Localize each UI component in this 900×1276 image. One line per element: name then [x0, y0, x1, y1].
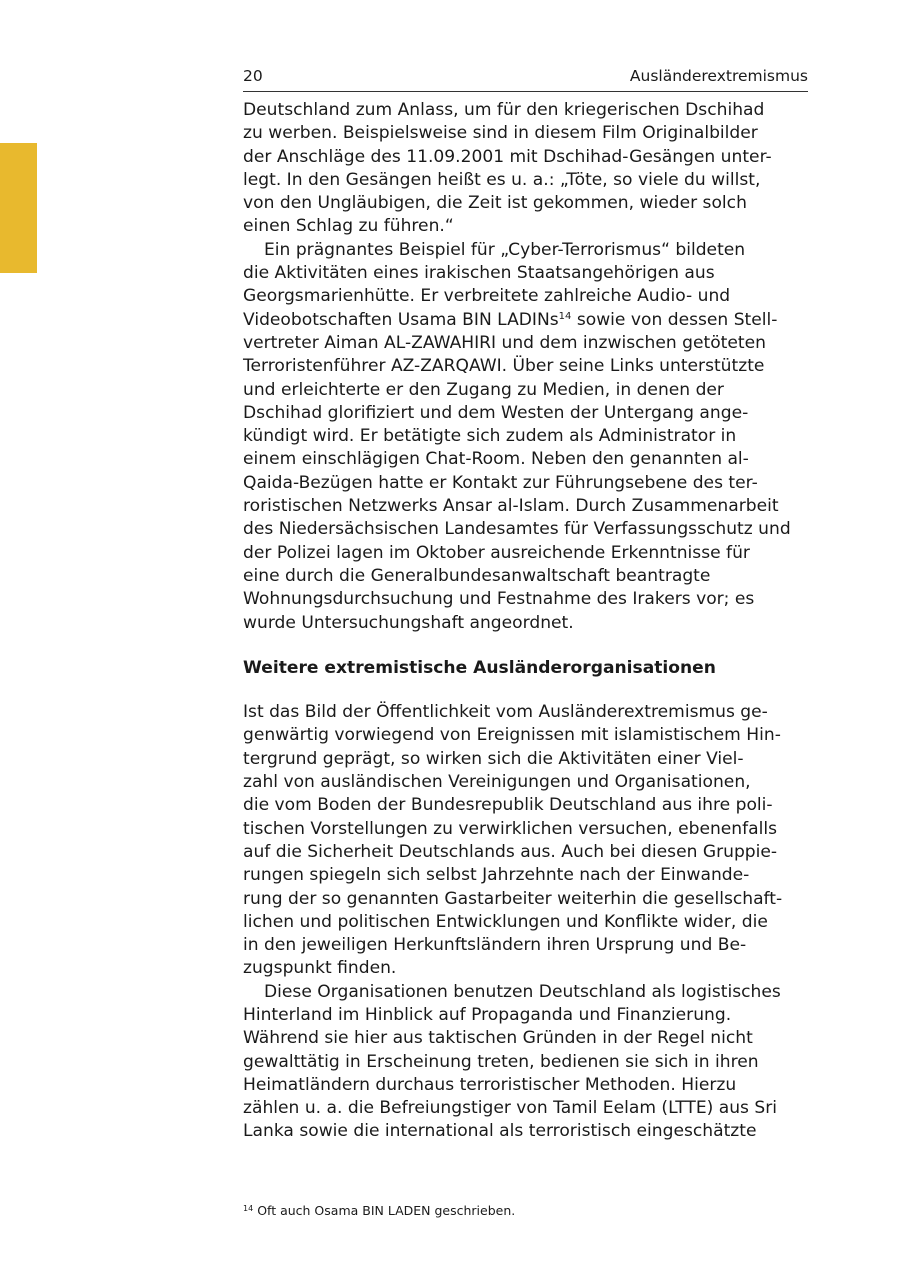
text-line: vertreter Aiman AL-ZAWAHIRI und dem inzwischen getöteten [243, 332, 766, 353]
text-line: Wohnungsdurchsuchung und Festnahme des Irakers vor; es [243, 589, 755, 610]
text-segment: Videobotschaften Usama BIN LADINs [243, 309, 559, 330]
paragraph-4 [243, 981, 811, 1144]
text-line: rungen spiegeln sich selbst Jahrzehnte nach der Einwande- [243, 865, 750, 886]
text-line: Lanka sowie die international als terroristisch eingeschätzte [243, 1121, 757, 1142]
text-line: von den Ungläubigen, die Zeit ist gekommen, wieder solch [243, 193, 747, 214]
text-line: Heimatländern durchaus terroristischer Methoden. Hierzu [243, 1074, 737, 1095]
footnote-text: Oft auch Osama BIN LADEN geschrieben. [257, 1203, 516, 1218]
page-header [243, 67, 808, 92]
text-line: der Anschläge des 11.09.2001 mit Dschihad-Gesängen unter- [243, 146, 772, 167]
text-line: des Niedersächsischen Landesamtes für Verfassungsschutz und [243, 519, 791, 540]
text-segment: sowie von dessen Stell- [571, 309, 778, 330]
paragraph-2 [243, 239, 811, 635]
text-line: zahl von ausländischen Vereinigungen und Organisationen, [243, 772, 751, 793]
text-line: einen Schlag zu führen.“ [243, 216, 454, 237]
text-line: auf die Sicherheit Deutschlands aus. Auch bei diesen Gruppie- [243, 841, 778, 862]
text-line: Georgsmarienhütte. Er verbreitete zahlreiche Audio- und [243, 286, 731, 307]
text-line: Ist das Bild der Öffentlichkeit vom Ausländerextremismus ge- [243, 702, 768, 723]
text-line: Dschihad glorifiziert und dem Westen der Untergang ange- [243, 402, 749, 423]
text-line: roristischen Netzwerks Ansar al-Islam. Durch Zusammenarbeit [243, 496, 779, 517]
running-title: Ausländerextremismus [629, 67, 808, 85]
section-heading: Weitere extremistische Ausländerorganisationen [243, 657, 716, 678]
text-line: legt. In den Gesängen heißt es u. a.: „Töte, so viele du willst, [243, 169, 761, 190]
text-line: genwärtig vorwiegend von Ereignissen mit islamistischem Hin- [243, 725, 781, 746]
text-line: in den jeweiligen Herkunftsländern ihren Ursprung und Be- [243, 935, 747, 956]
paragraph-1 [243, 99, 811, 239]
paragraph-3 [243, 701, 811, 981]
text-line: Deutschland zum Anlass, um für den kriegerischen Dschihad [243, 100, 765, 120]
side-color-tab [0, 143, 37, 273]
page-number: 20 [243, 67, 263, 85]
text-line: Während sie hier aus taktischen Gründen in der Regel nicht [243, 1028, 753, 1049]
text-line: Qaida-Bezügen hatte er Kontakt zur Führungsebene des ter- [243, 472, 758, 493]
text-line: die Aktivitäten eines irakischen Staatsangehörigen aus [243, 263, 715, 284]
text-line: Diese Organisationen benutzen Deutschland als logistisches [264, 981, 781, 1002]
text-line: wurde Untersuchungshaft angeordnet. [243, 612, 574, 633]
text-line: gewalttätig in Erscheinung treten, bedienen sie sich in ihren [243, 1051, 759, 1072]
text-line: Hinterland im Hinblick auf Propaganda und Finanzierung. [243, 1004, 732, 1025]
text-line: einem einschlägigen Chat-Room. Neben den genannten al- [243, 449, 749, 470]
text-line: die vom Boden der Bundesrepublik Deutschland aus ihre poli- [243, 795, 773, 816]
text-line: zu werben. Beispielsweise sind in diesem Film Originalbilder [243, 123, 758, 144]
text-line: tischen Vorstellungen zu verwirklichen versuchen, ebenenfalls [243, 818, 778, 839]
text-line: tergrund geprägt, so wirken sich die Aktivitäten einer Viel- [243, 748, 744, 769]
text-line: zählen u. a. die Befreiungstiger von Tamil Eelam (LTTE) aus Sri [243, 1098, 778, 1119]
text-line: kündigt wird. Er betätigte sich zudem als Administrator in [243, 426, 737, 447]
footnote [243, 1201, 515, 1219]
text-line: und erleichterte er den Zugang zu Medien, in denen der [243, 379, 724, 400]
text-line: der Polizei lagen im Oktober ausreichende Erkenntnisse für [243, 542, 750, 563]
footnote-marker: 14 [243, 1204, 254, 1213]
text-line-with-footnote [243, 309, 811, 332]
text-line: Terroristenführer AZ-ZARQAWI. Über seine Links unterstützte [243, 356, 765, 377]
footnote-reference: 14 [558, 310, 572, 322]
text-line: lichen und politischen Entwicklungen und Konflikte wider, die [243, 911, 768, 932]
text-line: eine durch die Generalbundesanwaltschaft beantragte [243, 565, 711, 586]
text-line: zugspunkt finden. [243, 958, 397, 979]
text-line: rung der so genannten Gastarbeiter weiterhin die gesellschaft- [243, 888, 783, 909]
text-line: Ein prägnantes Beispiel für „Cyber-Terrorismus“ bildeten [264, 239, 746, 260]
body-text [243, 99, 811, 1144]
